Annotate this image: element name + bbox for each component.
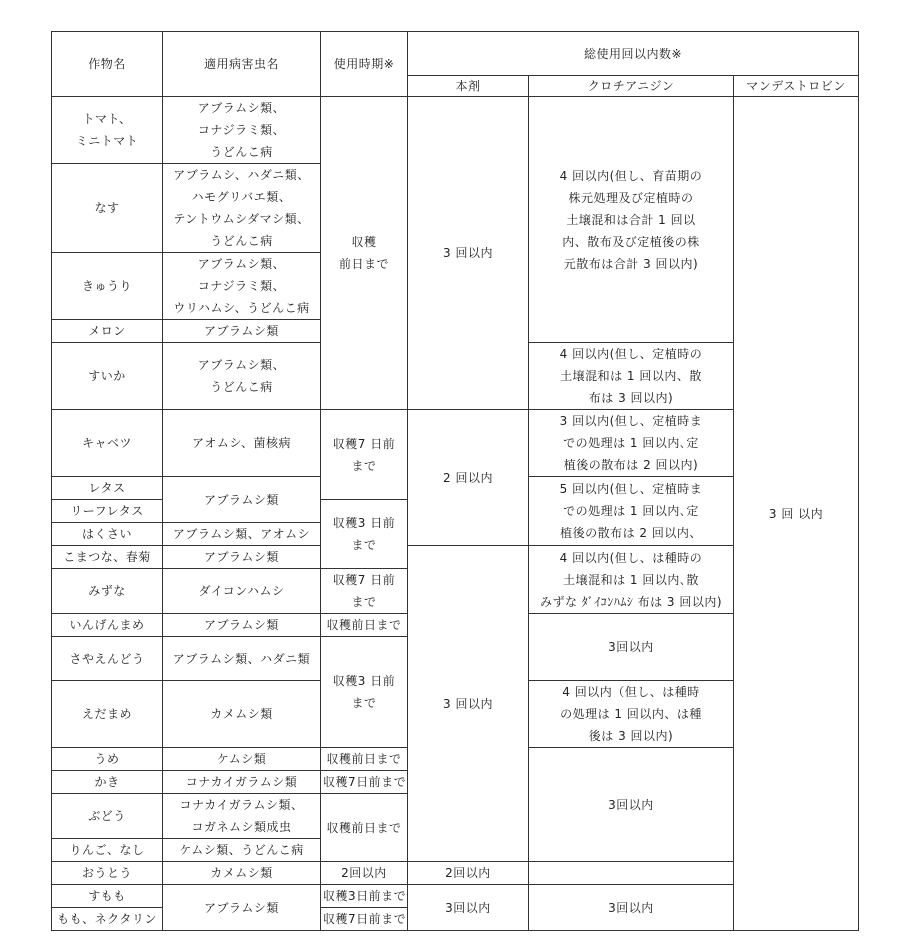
cell-line: トマト、 xyxy=(82,112,132,126)
cell-line: 植後の散布は 2 回以内、 xyxy=(560,526,702,540)
header-target: 適用病害虫名 xyxy=(163,32,321,97)
target-cell xyxy=(163,97,321,164)
crop-cell xyxy=(52,410,163,477)
cell-line: アブラムシ類、 xyxy=(197,358,286,372)
timing-cell xyxy=(321,637,408,748)
crop-cell xyxy=(52,320,163,343)
this-agent-cell xyxy=(408,546,529,862)
cell-line: 布は 3 回以内) xyxy=(588,391,674,405)
cell-line: まで xyxy=(351,696,377,710)
cell-line: ハモグリバエ類、 xyxy=(191,190,292,204)
cell-line: アブラムシ類、 xyxy=(197,101,286,115)
cell-line: 後は 3 回以内) xyxy=(588,729,674,743)
cell-line: まで xyxy=(351,538,377,552)
cell-line: 収穫前日まで xyxy=(326,752,402,766)
target-cell xyxy=(163,637,321,681)
cell-line: アブラムシ類、アオムシ xyxy=(172,527,311,541)
cell-line: リーフレタス xyxy=(70,504,144,518)
clothianidin-cell xyxy=(529,410,734,477)
this-agent-cell xyxy=(321,862,408,885)
cell-line: 3 回 以内 xyxy=(768,506,824,521)
timing-cell xyxy=(321,569,408,614)
cell-line: コガネムシ類成虫 xyxy=(191,820,292,834)
cell-line: はくさい xyxy=(81,527,132,541)
crop-cell xyxy=(52,771,163,794)
cell-line: コナジラミ類、 xyxy=(197,279,286,293)
cell-line: 収穫7日前まで xyxy=(323,775,407,789)
header-total: 総使用回以内数※ xyxy=(408,32,859,76)
crop-cell xyxy=(52,546,163,569)
crop-cell xyxy=(52,908,163,931)
cell-line: ウリハムシ、うどんこ病 xyxy=(173,301,310,315)
cell-line: すいか xyxy=(88,369,126,383)
cell-line: 4 回以内(但し、育苗期の xyxy=(559,168,703,183)
crop-cell xyxy=(52,569,163,614)
cell-line: こまつな、春菊 xyxy=(63,550,151,564)
timing-cell xyxy=(321,794,408,862)
cell-line: キャベツ xyxy=(81,436,132,450)
cell-line: アブラムシ類 xyxy=(204,618,279,632)
cell-line: カメムシ類 xyxy=(210,707,273,721)
clothianidin-cell xyxy=(529,97,734,343)
target-cell xyxy=(163,681,321,748)
this-agent-cell xyxy=(408,97,529,410)
cell-line: コナカイガラムシ類、 xyxy=(179,798,304,812)
cell-line: 3 回以内 xyxy=(443,696,493,711)
crop-cell xyxy=(52,885,163,908)
target-cell xyxy=(163,885,321,931)
crop-cell xyxy=(52,794,163,839)
crop-cell xyxy=(52,523,163,546)
cell-line: 3回以内 xyxy=(608,797,654,812)
cell-line: 株元処理及び定植時の xyxy=(568,190,694,205)
cell-line: 土壌混和は合計 1 回以 xyxy=(566,212,696,227)
crop-cell xyxy=(52,97,163,164)
header-mandestrobin: マンデストロビン xyxy=(734,76,859,97)
target-cell xyxy=(163,839,321,862)
header-crop: 作物名 xyxy=(52,32,163,97)
crop-cell xyxy=(52,500,163,523)
clothianidin-cell xyxy=(529,546,734,614)
cell-line: 収穫 xyxy=(351,235,377,249)
crop-cell xyxy=(52,343,163,410)
cell-line: 収穫3 日前 xyxy=(332,674,396,688)
timing-cell xyxy=(321,771,408,794)
cell-line: なす xyxy=(94,201,120,215)
timing-cell xyxy=(321,748,408,771)
crop-cell xyxy=(52,164,163,253)
clothianidin-cell xyxy=(408,862,529,885)
cell-line: うどんこ病 xyxy=(210,380,273,394)
timing-cell xyxy=(321,885,408,908)
this-agent-cell xyxy=(408,885,529,931)
cell-line: 2回以内 xyxy=(341,866,387,880)
cell-line: 収穫前日まで xyxy=(326,820,402,835)
cell-line: みずな xyxy=(88,584,126,598)
cell-line: まで xyxy=(351,458,377,473)
target-cell xyxy=(163,771,321,794)
cell-line: コナジラミ類、 xyxy=(197,123,286,137)
cell-line: アオムシ、菌核病 xyxy=(192,436,291,450)
cell-line: 2回以内 xyxy=(445,866,491,880)
timing-cell xyxy=(321,908,408,931)
cell-line: アブラムシ、ハダニ類、 xyxy=(173,168,310,182)
cell-line: での処理は 1 回以内､定 xyxy=(563,436,699,450)
cell-line: 植後の散布は 2 回以内) xyxy=(563,458,699,472)
header-this-agent: 本剤 xyxy=(408,76,529,97)
target-cell xyxy=(163,477,321,523)
crop-cell xyxy=(52,748,163,771)
clothianidin-cell xyxy=(529,885,734,931)
cell-line: うどんこ病 xyxy=(210,145,273,159)
clothianidin-cell xyxy=(529,343,734,410)
cell-line: ミニトマト xyxy=(75,134,139,148)
cell-line: 3 回以内 xyxy=(443,246,493,260)
cell-line: 元散布は合計 3 回以内) xyxy=(563,256,699,271)
cell-line: ケムシ類、うどんこ病 xyxy=(179,843,304,857)
timing-cell xyxy=(321,500,408,569)
target-cell xyxy=(163,343,321,410)
target-cell xyxy=(163,523,321,546)
cell-line: 3回以内 xyxy=(608,640,654,654)
cell-line: うどんこ病 xyxy=(210,234,273,248)
mandestrobin-cell xyxy=(734,97,859,931)
cell-line: うめ xyxy=(94,752,120,766)
cell-line: 2 回以内 xyxy=(443,470,493,485)
clothianidin-cell xyxy=(529,477,734,546)
cell-line: 前日まで xyxy=(338,257,389,271)
crop-cell xyxy=(52,839,163,862)
cell-line: おうとう xyxy=(81,866,132,880)
cell-line: りんご、なし xyxy=(69,843,145,857)
cell-line: 土壌混和は 1 回以内､散 xyxy=(563,572,699,587)
cell-line: コナカイガラムシ類 xyxy=(185,775,298,789)
target-cell xyxy=(163,320,321,343)
cell-line: ダイコンハムシ xyxy=(198,584,285,598)
target-cell xyxy=(163,253,321,320)
this-agent-cell xyxy=(408,410,529,546)
cell-line: みずな ﾀﾞｲｺﾝﾊﾑｼ 布は 3 回以内) xyxy=(539,594,723,609)
target-cell xyxy=(163,862,321,885)
cell-line: 3回以内 xyxy=(608,900,654,915)
cell-line: 収穫3日前まで xyxy=(323,889,407,903)
cell-line: テントウムシダマシ類、 xyxy=(173,212,310,226)
cell-line: カメムシ類 xyxy=(210,866,273,880)
cell-line: すもも xyxy=(88,889,126,903)
cell-line: アブラムシ類 xyxy=(204,492,279,507)
header-timing: 使用時期※ xyxy=(321,32,408,97)
cell-line: えだまめ xyxy=(81,707,132,721)
cell-line: アブラムシ類、 xyxy=(197,257,286,271)
timing-cell xyxy=(321,614,408,637)
cell-line: アブラムシ類、ハダニ類 xyxy=(172,651,311,666)
cell-line: もも、ネクタリン xyxy=(57,912,157,926)
crop-cell xyxy=(52,477,163,500)
cell-line: アブラムシ類 xyxy=(204,550,279,564)
header-clothianidin: クロチアニジン xyxy=(529,76,734,97)
cell-line: かき xyxy=(94,775,120,789)
crop-cell xyxy=(52,681,163,748)
cell-line: 4 回以内(但し、は種時の xyxy=(559,550,703,565)
cell-line: アブラムシ類 xyxy=(204,324,279,338)
pesticide-usage-table xyxy=(51,31,859,931)
cell-line: アブラムシ類 xyxy=(204,900,279,915)
clothianidin-cell xyxy=(529,681,734,748)
target-cell xyxy=(163,794,321,839)
cell-line: メロン xyxy=(88,324,126,338)
cell-line: 3回以内 xyxy=(445,900,491,915)
cell-line: での処理は 1 回以内､定 xyxy=(563,504,699,518)
cell-line: 内、散布及び定植後の株 xyxy=(562,234,700,249)
clothianidin-cell xyxy=(529,614,734,681)
cell-line: 4 回以内（但し、は種時 xyxy=(562,685,700,699)
cell-line: レタス xyxy=(88,481,126,495)
cell-line: 5 回以内(但し、定植時ま xyxy=(559,482,703,496)
timing-cell xyxy=(321,410,408,500)
cell-line: 収穫前日まで xyxy=(326,618,402,632)
timing-cell xyxy=(321,97,408,410)
cell-line: 収穫7日前まで xyxy=(323,912,407,926)
crop-cell xyxy=(52,614,163,637)
target-cell xyxy=(163,164,321,253)
crop-cell xyxy=(52,862,163,885)
cell-line: ぶどう xyxy=(88,809,126,823)
cell-line: の処理は 1 回以内、は種 xyxy=(560,707,702,721)
crop-cell xyxy=(52,637,163,681)
target-cell xyxy=(163,546,321,569)
target-cell xyxy=(163,569,321,614)
crop-cell xyxy=(52,253,163,320)
clothianidin-cell xyxy=(529,748,734,862)
target-cell xyxy=(163,748,321,771)
target-cell xyxy=(163,614,321,637)
cell-line: 収穫7 日前 xyxy=(332,573,396,587)
target-cell xyxy=(163,410,321,477)
cell-line: まで xyxy=(351,595,377,609)
cell-line: 収穫3 日前 xyxy=(332,516,396,530)
cell-line: 4 回以内(但し、定植時の xyxy=(559,347,703,361)
cell-line: 収穫7 日前 xyxy=(332,436,396,451)
cell-line: 土壌混和は 1 回以内、散 xyxy=(560,369,702,383)
cell-line: いんげんまめ xyxy=(69,618,145,632)
cell-line: ケムシ類 xyxy=(216,752,267,766)
cell-line: さやえんどう xyxy=(69,651,145,666)
cell-line: 3 回以内(但し、定植時ま xyxy=(559,414,703,428)
cell-line: きゅうり xyxy=(81,279,132,293)
